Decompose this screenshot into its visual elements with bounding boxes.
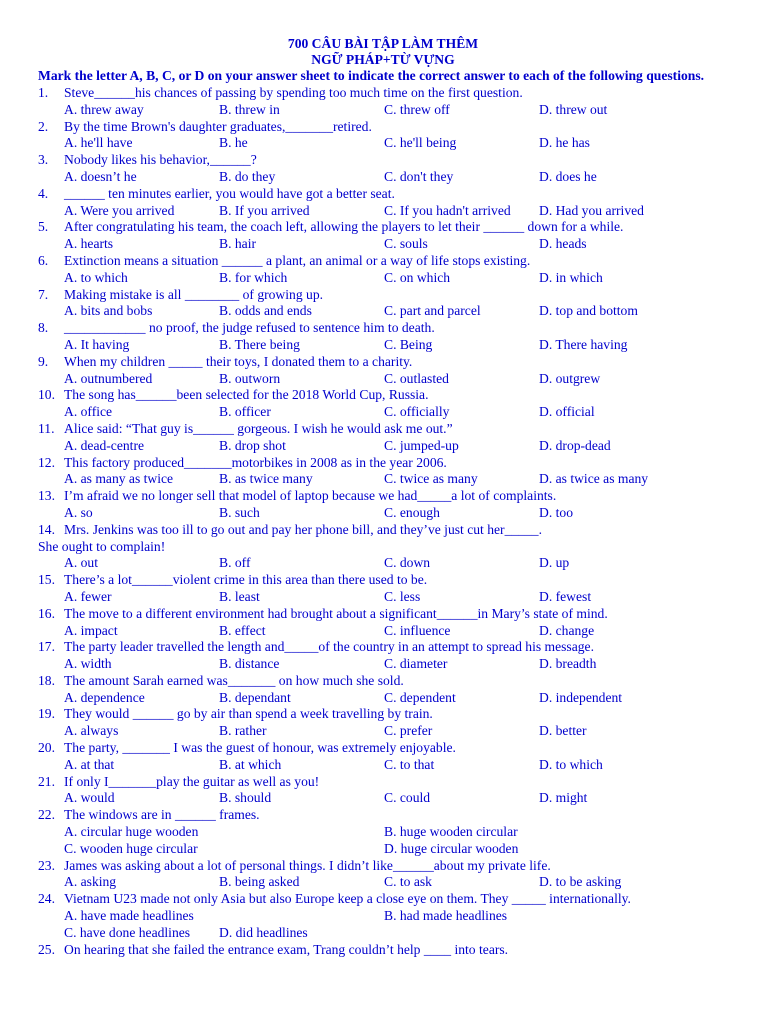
question-number: 1. xyxy=(38,85,49,100)
option-a: A. width xyxy=(64,656,112,672)
question-text: There’s a lot______violent crime in this area than there used to be. xyxy=(64,572,428,588)
option-b: B. hair xyxy=(219,236,256,252)
option-c: C. twice as many xyxy=(384,471,478,487)
answer-options xyxy=(38,270,728,287)
question-row xyxy=(38,807,728,824)
option-d: D. huge circular wooden xyxy=(384,840,519,856)
question-number: 17. xyxy=(38,639,55,655)
question-row xyxy=(38,387,728,404)
option-d: D. does he xyxy=(539,168,597,184)
option-d: D. fewest xyxy=(539,588,592,604)
option-a: A. would xyxy=(64,790,115,806)
option-b: B. rather xyxy=(219,723,267,739)
question-row xyxy=(38,320,728,337)
answer-options xyxy=(38,236,728,253)
option-b: B. had made headlines xyxy=(384,908,508,924)
option-a: A. Were you arrived xyxy=(64,202,175,218)
question-text: Vietnam U23 made not only Asia but also Europe keep a close eye on them. They _____ internationally. xyxy=(64,891,631,907)
question-number: 13. xyxy=(38,488,55,504)
option-b: B. least xyxy=(219,588,260,604)
question-text: The move to a different environment had brought about a significant______in Mary’s state of mind. xyxy=(64,605,608,621)
answer-options xyxy=(38,203,728,220)
question-text: On hearing that she failed the entrance exam, Trang couldn’t help ____ into tears. xyxy=(64,941,509,957)
question-number: 22. xyxy=(38,807,55,823)
question-row xyxy=(38,186,728,203)
question-text: If only I_______play the guitar as well as you! xyxy=(64,773,320,789)
question-row xyxy=(38,522,728,539)
question-number: 3. xyxy=(38,152,49,168)
answer-options xyxy=(38,438,728,455)
question-text: The amount Sarah earned was_______ on how much she sold. xyxy=(64,672,404,688)
option-c: C. less xyxy=(384,588,421,604)
question-row xyxy=(38,119,728,136)
option-d: D. to which xyxy=(539,756,603,772)
option-a: A. impact xyxy=(64,622,118,638)
option-c: C. wooden huge circular xyxy=(64,840,198,856)
question-number: 15. xyxy=(38,572,55,588)
option-a: A. at that xyxy=(64,756,115,772)
question-number: 25. xyxy=(38,941,55,957)
answer-options xyxy=(38,790,728,807)
option-d: D. Had you arrived xyxy=(539,202,644,218)
question-row xyxy=(38,891,728,908)
answer-options xyxy=(38,371,728,388)
question-number: 8. xyxy=(38,320,49,336)
answer-options xyxy=(38,690,728,707)
option-d: D. heads xyxy=(539,236,587,252)
option-c: C. diameter xyxy=(384,656,448,672)
instructions: Mark the letter A, B, C, or D on your answer sheet to indicate the correct answer to each of the following questions. xyxy=(38,68,705,83)
option-b: B. being asked xyxy=(219,874,300,890)
question-row xyxy=(38,253,728,270)
option-b: B. he xyxy=(219,135,248,151)
option-b: B. huge wooden circular xyxy=(384,824,518,840)
answer-options xyxy=(38,505,728,522)
answer-options xyxy=(38,589,728,606)
question-row xyxy=(38,740,728,757)
question-text: James was asking about a lot of personal things. I didn’t like______about my private life. xyxy=(64,857,551,873)
question-row xyxy=(38,488,728,505)
question-number: 16. xyxy=(38,605,55,621)
option-c: C. to that xyxy=(384,756,435,772)
option-c: C. officially xyxy=(384,404,450,420)
option-b: B. threw in xyxy=(219,101,280,117)
question-number: 6. xyxy=(38,252,49,268)
option-c: C. don't they xyxy=(384,168,454,184)
option-c: C. on which xyxy=(384,269,451,285)
question-number: 5. xyxy=(38,219,49,235)
option-a: A. hearts xyxy=(64,236,114,252)
question-text: This factory produced_______motorbikes in 2008 as in the year 2006. xyxy=(64,454,447,470)
answer-options xyxy=(38,555,728,572)
option-a: A. doesn’t he xyxy=(64,168,137,184)
option-c: C. jumped-up xyxy=(384,437,459,453)
question-number: 14. xyxy=(38,521,55,537)
option-a: A. asking xyxy=(64,874,117,890)
question-number: 23. xyxy=(38,857,55,873)
question-row xyxy=(38,774,728,791)
option-b: B. If you arrived xyxy=(219,202,310,218)
answer-options xyxy=(38,874,728,891)
question-number: 2. xyxy=(38,118,49,134)
answer-options xyxy=(38,925,728,942)
question-row xyxy=(38,572,728,589)
question-row xyxy=(38,219,728,236)
option-c: C. enough xyxy=(384,504,440,520)
question-text: The song has______been selected for the 2018 World Cup, Russia. xyxy=(64,387,429,403)
option-a: A. outnumbered xyxy=(64,370,153,386)
question-text: Steve______his chances of passing by spending too much time on the first question. xyxy=(64,85,523,100)
option-a: A. as many as twice xyxy=(64,471,174,487)
question-row xyxy=(38,706,728,723)
question-row xyxy=(38,152,728,169)
question-text-continued: She ought to complain! xyxy=(38,538,166,554)
option-a: A. to which xyxy=(64,269,128,285)
option-a: A. bits and bobs xyxy=(64,303,153,319)
question-text: Mrs. Jenkins was too ill to go out and pay her phone bill, and they’ve just cut her_____. xyxy=(64,521,542,537)
answer-options xyxy=(38,723,728,740)
question-text: After congratulating his team, the coach left, allowing the players to let their ______ down for a while. xyxy=(64,219,624,235)
option-d: D. better xyxy=(539,723,587,739)
option-a: A. always xyxy=(64,723,119,739)
question-number: 21. xyxy=(38,773,55,789)
option-b: B. at which xyxy=(219,756,282,772)
question-number: 11. xyxy=(38,420,55,436)
option-a: A. have made headlines xyxy=(64,908,194,924)
question-text: Alice said: “That guy is______ gorgeous. I wish he would ask me out.” xyxy=(64,420,453,436)
option-a: A. fewer xyxy=(64,588,112,604)
option-d: D. official xyxy=(539,404,595,420)
option-d: D. to be asking xyxy=(539,874,622,890)
page-subtitle: NGỮ PHÁP+TỪ VỰNG xyxy=(311,52,455,67)
option-d: D. independent xyxy=(539,689,623,705)
option-b: B. odds and ends xyxy=(219,303,312,319)
option-b: B. officer xyxy=(219,404,271,420)
question-row xyxy=(38,354,728,371)
option-b: B. effect xyxy=(219,622,266,638)
option-b: B. such xyxy=(219,504,260,520)
question-number: 7. xyxy=(38,286,49,302)
option-a: A. out xyxy=(64,555,98,571)
option-c: C. outlasted xyxy=(384,370,449,386)
option-a: A. office xyxy=(64,404,113,420)
option-d: D. in which xyxy=(539,269,603,285)
option-c: C. to ask xyxy=(384,874,432,890)
option-c: C. could xyxy=(384,790,431,806)
option-a: A. circular huge wooden xyxy=(64,824,199,840)
question-text: Nobody likes his behavior,______? xyxy=(64,152,257,168)
question-row xyxy=(38,606,728,623)
question-row xyxy=(38,287,728,304)
option-d: D. outgrew xyxy=(539,370,601,386)
option-a: A. so xyxy=(64,504,93,520)
question-number: 9. xyxy=(38,353,49,369)
answer-options xyxy=(38,824,728,841)
answer-options xyxy=(38,471,728,488)
question-text: By the time Brown's daughter graduates,_______retired. xyxy=(64,118,372,134)
option-d: D. top and bottom xyxy=(539,303,638,319)
option-b: B. as twice many xyxy=(219,471,313,487)
question-row xyxy=(38,421,728,438)
option-b: B. dependant xyxy=(219,689,291,705)
question-number: 10. xyxy=(38,387,55,403)
option-c: C. have done headlines xyxy=(64,924,191,940)
answer-options xyxy=(38,169,728,186)
option-d: D. might xyxy=(539,790,588,806)
answer-options xyxy=(38,908,728,925)
option-a: A. he'll have xyxy=(64,135,133,151)
answer-options xyxy=(38,623,728,640)
option-c: C. Being xyxy=(384,336,433,352)
question-text: When my children _____ their toys, I donated them to a charity. xyxy=(64,353,413,369)
option-d: D. change xyxy=(539,622,595,638)
option-b: B. distance xyxy=(219,656,280,672)
question-number: 19. xyxy=(38,706,55,722)
option-a: A. dependence xyxy=(64,689,145,705)
option-d: D. as twice as many xyxy=(539,471,649,487)
question-number: 4. xyxy=(38,185,49,201)
question-number: 18. xyxy=(38,672,55,688)
page-title: 700 CÂU BÀI TẬP LÀM THÊM xyxy=(287,36,479,51)
question-text: ____________ no proof, the judge refused to sentence him to death. xyxy=(64,320,435,336)
option-b: B. There being xyxy=(219,336,300,352)
question-row xyxy=(38,639,728,656)
question-text: I’m afraid we no longer sell that model of laptop because we had_____a lot of complaints. xyxy=(64,488,557,504)
option-b: B. outworn xyxy=(219,370,281,386)
answer-options xyxy=(38,757,728,774)
answer-options xyxy=(38,656,728,673)
option-d: D. he has xyxy=(539,135,590,151)
answer-options xyxy=(38,841,728,858)
option-d: D. threw out xyxy=(539,101,608,117)
option-c: C. part and parcel xyxy=(384,303,481,319)
option-b: B. do they xyxy=(219,168,276,184)
question-number: 20. xyxy=(38,740,55,756)
question-text: ______ ten minutes earlier, you would have got a better seat. xyxy=(64,185,395,201)
question-row xyxy=(38,455,728,472)
question-row xyxy=(38,942,728,959)
question-text: Extinction means a situation ______ a plant, an animal or a way of life stops existing. xyxy=(64,252,531,268)
option-c: C. prefer xyxy=(384,723,433,739)
option-d: D. up xyxy=(539,555,570,571)
option-c: C. threw off xyxy=(384,101,450,117)
question-text: Making mistake is all ________ of growing up. xyxy=(64,286,324,302)
option-c: C. influence xyxy=(384,622,451,638)
answer-options xyxy=(38,303,728,320)
answer-options xyxy=(38,135,728,152)
option-d: D. too xyxy=(539,504,573,520)
question-number: 24. xyxy=(38,891,55,907)
answer-options xyxy=(38,102,728,119)
option-a: A. threw away xyxy=(64,101,144,117)
option-d: D. drop-dead xyxy=(539,437,611,453)
option-a: A. It having xyxy=(64,336,130,352)
question-text: The party leader travelled the length and_____of the country in an attempt to spread his message. xyxy=(64,639,594,655)
question-row xyxy=(38,858,728,875)
option-b: B. drop shot xyxy=(219,437,286,453)
option-b: B. off xyxy=(219,555,251,571)
option-c: C. dependent xyxy=(384,689,456,705)
question-row xyxy=(38,673,728,690)
option-c: C. souls xyxy=(384,236,428,252)
question-number: 12. xyxy=(38,454,55,470)
question-text: The windows are in ______ frames. xyxy=(64,807,260,823)
question-row xyxy=(38,85,728,102)
question-text: The party, _______ I was the guest of honour, was extremely enjoyable. xyxy=(64,740,456,756)
question-text: They would ______ go by air than spend a week travelling by train. xyxy=(64,706,433,722)
option-c: C. If you hadn't arrived xyxy=(384,202,511,218)
option-d: D. breadth xyxy=(539,656,597,672)
option-b: B. for which xyxy=(219,269,288,285)
answer-options xyxy=(38,404,728,421)
option-d: D. did headlines xyxy=(219,924,308,940)
question-list xyxy=(38,85,728,958)
option-c: C. he'll being xyxy=(384,135,457,151)
answer-options xyxy=(38,337,728,354)
option-d: D. There having xyxy=(539,336,628,352)
option-c: C. down xyxy=(384,555,431,571)
option-b: B. should xyxy=(219,790,272,806)
option-a: A. dead-centre xyxy=(64,437,145,453)
